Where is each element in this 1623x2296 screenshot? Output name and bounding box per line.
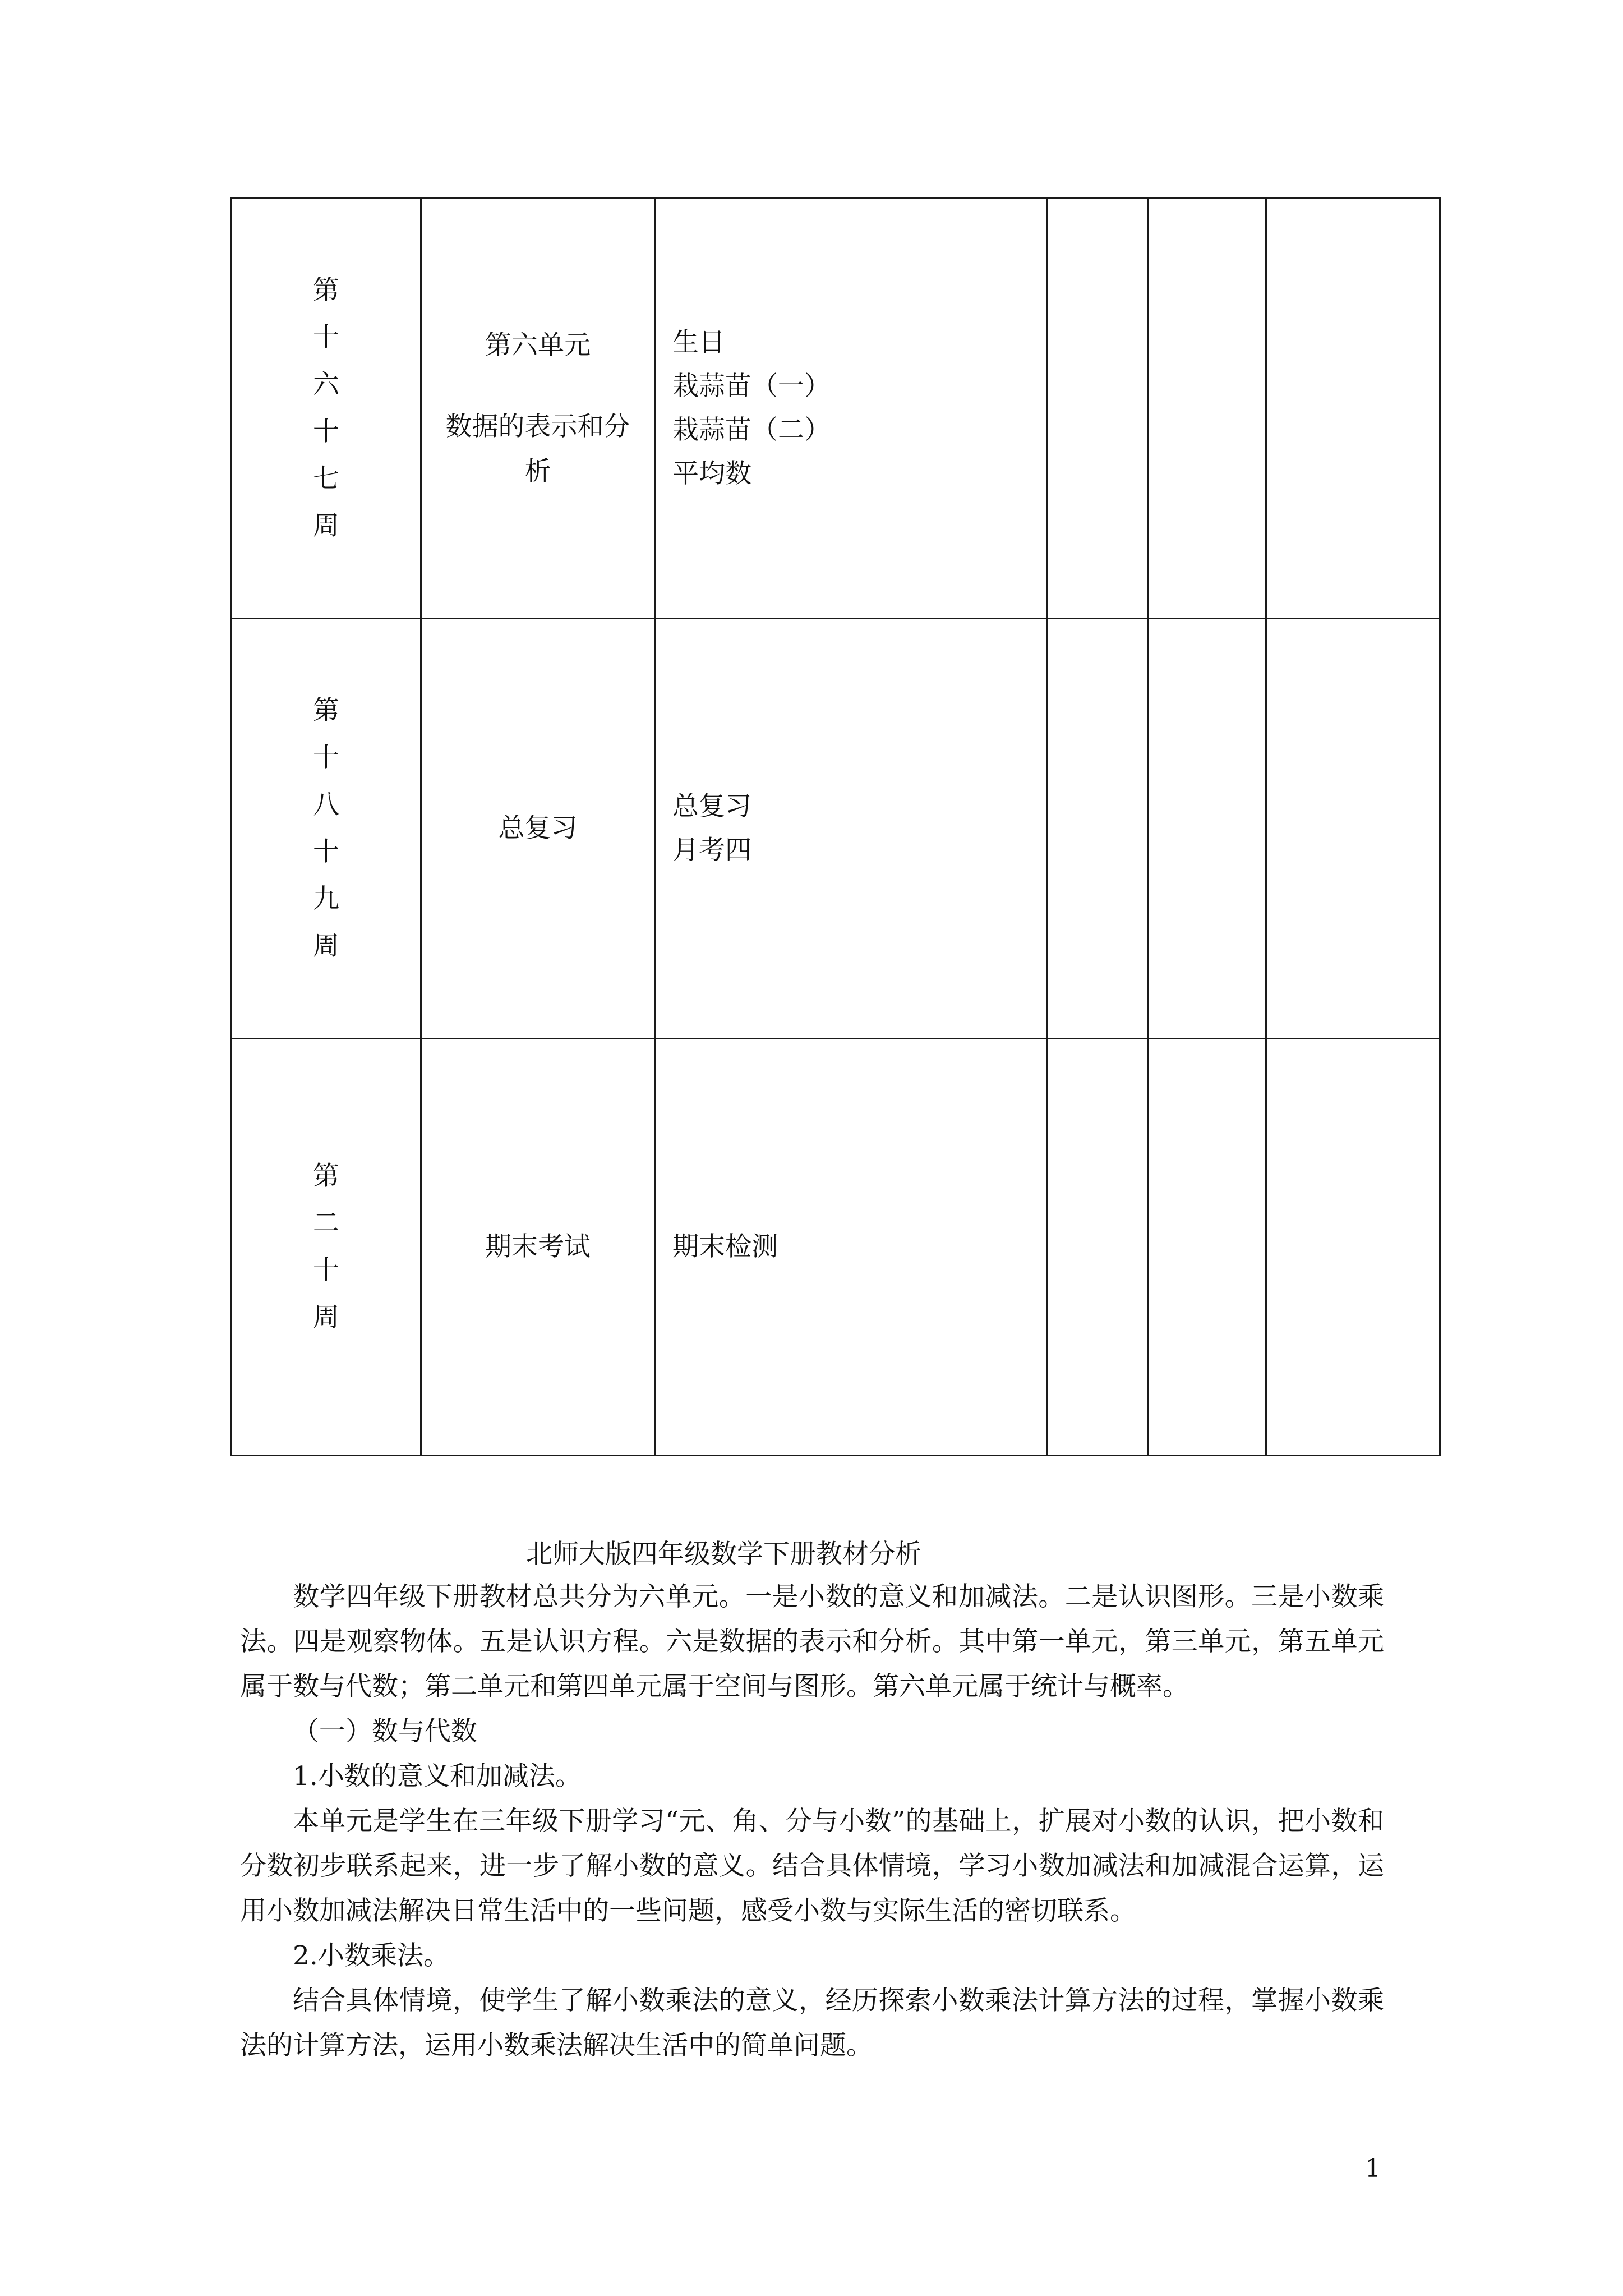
unit-line: 析 [524, 455, 551, 487]
schedule-table [230, 197, 1441, 1456]
week-char: 八 [313, 789, 339, 820]
week-cell [232, 619, 421, 1039]
empty-cell [1149, 619, 1266, 1039]
analysis-paragraph: 结合具体情境，使学生了解小数乘法的意义，经历探索小数乘法计算方法的过程，掌握小数乘法的计算方法，运用小数乘法解决生活中的简单问题。 [240, 1985, 1384, 2061]
empty-cell [1149, 1039, 1266, 1456]
week-char: 七 [313, 463, 339, 494]
lesson-item: 栽蒜苗（二） [672, 415, 831, 445]
week-char: 九 [313, 884, 339, 914]
lesson-cell [655, 199, 1048, 619]
week-char: 十 [313, 836, 339, 867]
page-number: 1 [1365, 2154, 1381, 2183]
lesson-item: 月考四 [672, 835, 751, 866]
empty-cell [1149, 199, 1266, 619]
subsection-heading: 1.小数的意义和加减法。 [293, 1761, 582, 1792]
lesson-item: 生日 [672, 327, 725, 358]
week-cell [232, 199, 421, 619]
empty-cell [1048, 199, 1149, 619]
week-char: 十 [313, 416, 339, 447]
empty-cell [1266, 199, 1440, 619]
unit-line: 数据的表示和分 [445, 411, 630, 442]
unit-cell [421, 619, 655, 1039]
week-char: 第 [313, 275, 339, 306]
unit-line: 第六单元 [485, 329, 591, 361]
week-char: 十 [313, 322, 339, 353]
table-row [232, 1039, 1440, 1456]
week-char: 第 [313, 695, 339, 726]
week-char: 六 [313, 369, 339, 400]
section-heading: （一）数与代数 [293, 1716, 477, 1747]
unit-cell [421, 199, 655, 619]
table-row [232, 619, 1440, 1039]
table-row [232, 199, 1440, 619]
empty-cell [1266, 1039, 1440, 1456]
subsection-heading: 2.小数乘法。 [293, 1940, 450, 1971]
empty-cell [1048, 1039, 1149, 1456]
lesson-item: 期末检测 [672, 1231, 778, 1262]
week-char: 十 [313, 742, 339, 773]
week-cell [232, 1039, 421, 1456]
week-char: 周 [313, 1302, 339, 1333]
empty-cell [1048, 619, 1149, 1039]
empty-cell [1266, 619, 1440, 1039]
week-char: 周 [313, 510, 339, 541]
analysis-section [240, 1534, 1384, 2068]
lesson-item: 栽蒜苗（一） [672, 371, 831, 402]
lesson-item: 总复习 [672, 791, 751, 822]
week-char: 十 [313, 1255, 339, 1286]
unit-line: 总复习 [498, 813, 578, 844]
analysis-title: 北师大版四年级数学下册教材分析 [526, 1539, 921, 1570]
unit-cell [421, 1039, 655, 1456]
lesson-cell [655, 619, 1048, 1039]
week-char: 第 [313, 1161, 339, 1191]
lesson-cell [655, 1039, 1048, 1456]
unit-line: 期末考试 [485, 1231, 591, 1262]
lesson-item: 平均数 [672, 458, 751, 489]
analysis-paragraph: 本单元是学生在三年级下册学习“元、角、分与小数”的基础上，扩展对小数的认识，把小数和分数初步联系起来，进一步了解小数的意义。结合具体情境，学习小数加减法和加减混合运算，运用小数加减法解决日常生活中的一些问题，感受小数与实际生活的密切联系。 [240, 1806, 1384, 1926]
week-char: 二 [313, 1208, 339, 1239]
analysis-paragraph: 数学四年级下册教材总共分为六单元。一是小数的意义和加减法。二是认识图形。三是小数乘法。四是观察物体。五是认识方程。六是数据的表示和分析。其中第一单元，第三单元，第五单元属于数与代数；第二单元和第四单元属于空间与图形。第六单元属于统计与概率。 [240, 1581, 1384, 1702]
week-char: 周 [313, 931, 339, 961]
